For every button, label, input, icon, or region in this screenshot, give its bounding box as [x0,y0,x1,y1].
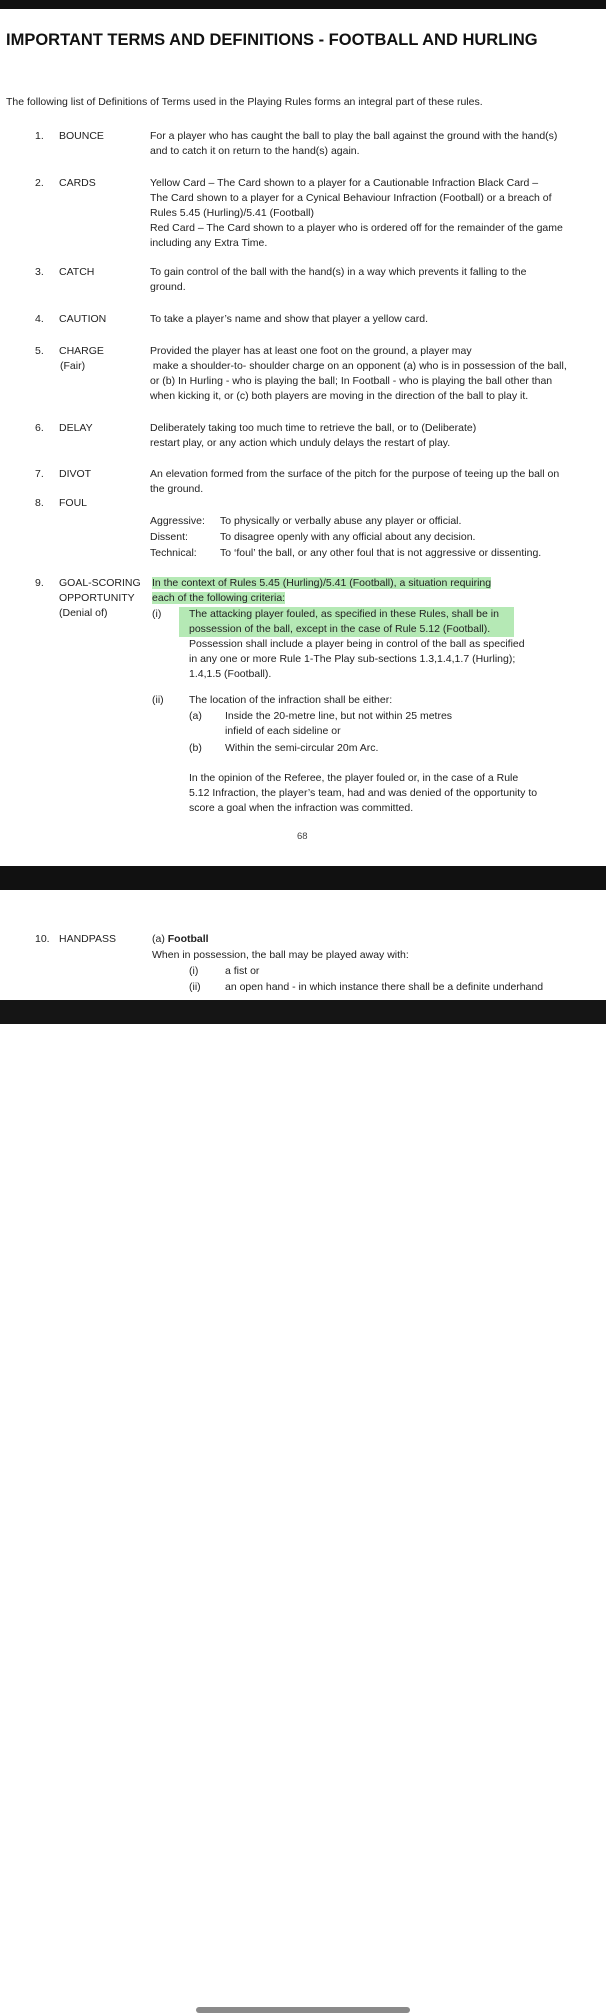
term-definition [150,421,590,451]
criterion-marker: (a) [152,933,165,945]
definition-line: a fist or [225,965,260,977]
term-name-line: OPPORTUNITY [59,592,135,604]
definition-line: Possession shall include a player being in control of the ball as specified [189,638,525,650]
bottom-bar [0,1000,606,1024]
definition-line: To gain control of the ball with the hand(s) in a way which prevents it falling to the [150,266,527,278]
definition-line: restart play, or any action which unduly delays the restart of play. [150,437,451,449]
term-name: HANDPASS [59,933,116,945]
term-goal-scoring-opportunity [0,576,606,816]
definition-line: make a shoulder-to- shoulder charge on an opponent (a) who is in possession of the ball, [150,360,567,372]
foul-type-label: Technical: [150,547,197,559]
term-name [59,344,144,374]
highlighted-text: each of the following criteria: [152,592,286,604]
definition-line: including any Extra Time. [150,237,268,249]
page-title: IMPORTANT TERMS AND DEFINITIONS - FOOTBALL AND HURLING [6,31,538,49]
criterion-marker: (b) [189,742,202,754]
term-definition [150,312,590,327]
definition-line: 1.4,1.5 (Football). [189,668,272,680]
term-number: 2. [35,177,44,189]
term-number: 4. [35,313,44,325]
gso-criterion-i-continued [189,637,589,682]
term-name: CATCH [59,266,95,278]
foul-type-label: Aggressive: [150,515,205,527]
definition-line: infield of each sideline or [225,725,341,737]
handpass-sub-a [152,932,209,947]
term-definition [150,265,590,295]
term-definition [150,467,590,497]
definition-line: An elevation formed from the surface of the pitch for the purpose of teeing up the ball on [150,468,560,480]
criterion-marker: (ii) [152,694,164,706]
definition-line [152,576,592,591]
term-name: DELAY [59,422,93,434]
definition-line: For a player who has caught the ball to play the ball against the ground with the hand(s) [150,130,558,142]
term-name: CARDS [59,177,96,189]
foul-type-text: To physically or verbally abuse any player or official. [220,515,462,527]
definition-line: Provided the player has at least one foot on the ground, a player may [150,345,472,357]
term-handpass [0,932,606,1000]
definition-line: score a goal when the infraction was committed. [189,802,414,814]
intro-paragraph: The following list of Definitions of Terms used in the Playing Rules forms an integral part of these rules. [6,96,483,108]
criterion-marker: (a) [189,710,202,722]
highlighted-text: possession of the ball, except in the case of Rule 5.12 (Football). [179,622,514,637]
definition-line: Rules 5.45 (Hurling)/5.41 (Football) [150,207,314,219]
term-name-line: (Denial of) [59,607,108,619]
term-name-line: CHARGE [59,345,104,357]
term-name-line: GOAL-SCORING [59,577,141,589]
term-number: 3. [35,266,44,278]
term-number: 9. [35,577,44,589]
definition-line: Yellow Card – The Card shown to a player for a Cautionable Infraction Black Card – [150,177,539,189]
term-name-qualifier: (Fair) [60,360,86,372]
criterion-marker: (i) [152,608,162,620]
term-definition [150,176,590,251]
definition-line: Inside the 20-metre line, but not within 25 metres [225,710,453,722]
foul-type-text: To disagree openly with any official about any decision. [220,531,476,543]
gso-closing [189,771,589,816]
definition-line: To take a player’s name and show that player a yellow card. [150,313,429,325]
definition-line: in any one or more Rule 1-The Play sub-sections 1.3,1.4,1.7 (Hurling); [189,653,516,665]
definition-line: Deliberately taking too much time to retrieve the ball, or to (Deliberate) [150,422,477,434]
gso-criterion-ii-b: Within the semi-circular 20m Arc. [225,742,379,754]
definition-line: In the opinion of the Referee, the player fouled or, in the case of a Rule [189,772,519,784]
term-name: CAUTION [59,313,107,325]
gso-intro [152,576,592,606]
next-document-page [0,890,606,1000]
term-number: 1. [35,130,44,142]
gso-criterion-i [179,607,514,637]
page-number: 68 [297,831,308,842]
document-page [0,9,606,866]
top-status-bar [0,0,606,9]
term-name: FOUL [59,497,88,509]
term-definition [150,129,590,159]
definition-line: ground. [150,281,186,293]
criterion-marker: (ii) [189,981,201,993]
foul-type-label: Dissent: [150,531,188,543]
foul-types [150,514,595,562]
highlighted-text: In the context of Rules 5.45 (Hurling)/5.41 (Football), a situation requiring [152,577,492,589]
definition-line: an open hand - in which instance there shall be a definite underhand [225,981,544,993]
gso-criterion-ii: The location of the infraction shall be either: [189,694,393,706]
definition-line: The Card shown to a player for a Cynical Behaviour Infraction (Football) or a breach of [150,192,552,204]
definition-line: the ground. [150,483,204,495]
term-number: 10. [35,933,50,945]
term-name: DIVOT [59,468,92,480]
term-definition [150,344,590,404]
criterion-marker: (i) [189,965,199,977]
definition-line: Red Card – The Card shown to a player who is ordered off for the remainder of the game [150,222,563,234]
definition-line: 5.12 Infraction, the player’s team, had and was denied of the opportunity to [189,787,538,799]
gso-criterion-ii-a [225,709,585,739]
highlighted-text: The attacking player fouled, as specified in these Rules, shall be in [179,607,514,622]
term-number: 7. [35,468,44,480]
term-number: 6. [35,422,44,434]
term-number: 8. [35,497,44,509]
definition-line [152,591,592,606]
term-name: BOUNCE [59,130,104,142]
term-number: 5. [35,345,44,357]
term-name [59,576,144,621]
definition-line: or (b) In Hurling - who is playing the ball; In Football - who is playing the ball other than [150,375,553,387]
home-indicator[interactable] [196,2007,410,2013]
handpass-heading: Football [167,933,209,945]
page-divider [0,866,606,890]
foul-type-text: To ‘foul’ the ball, or any other foul that is not aggressive or dissenting. [220,547,542,559]
definition-line: when kicking it, or (c) both players are moving in the direction of the ball to play it. [150,390,529,402]
definition-line: When in possession, the ball may be played away with: [152,949,409,961]
definition-line: and to catch it on return to the hand(s) again. [150,145,360,157]
